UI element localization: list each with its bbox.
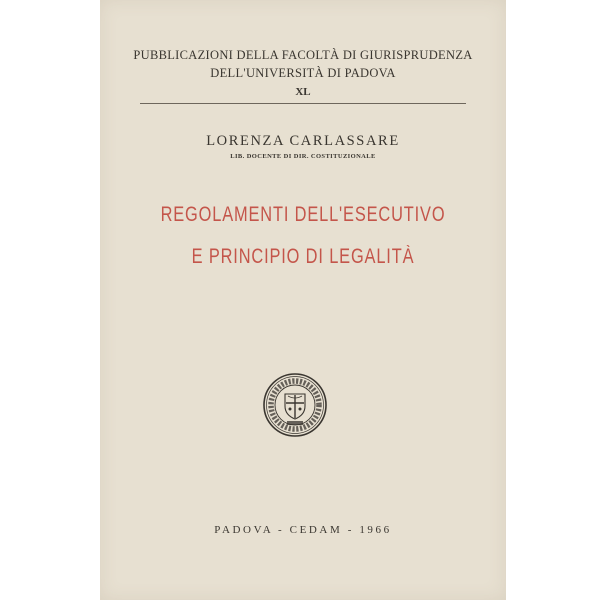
- publisher-imprint: PADOVA - CEDAM - 1966: [214, 524, 392, 536]
- author-role: LIB. DOCENTE DI DIR. COSTITUZIONALE: [230, 153, 376, 160]
- book-title-line-2: E PRINCIPIO DI LEGALITÀ: [191, 245, 415, 268]
- book-title-line-1: REGOLAMENTI DELL'ESECUTIVO: [160, 203, 446, 226]
- series-title-line-2: DELL'UNIVERSITÀ DI PADOVA: [210, 66, 396, 80]
- author-name: LORENZA CARLASSARE: [206, 133, 400, 149]
- series-title-line-1: PUBBLICAZIONI DELLA FACOLTÀ DI GIURISPRUDENZA: [133, 48, 473, 62]
- volume-number: XL: [295, 86, 311, 98]
- divider-rule: [140, 103, 466, 104]
- book-cover: [100, 0, 506, 600]
- university-seal-icon: [262, 372, 328, 438]
